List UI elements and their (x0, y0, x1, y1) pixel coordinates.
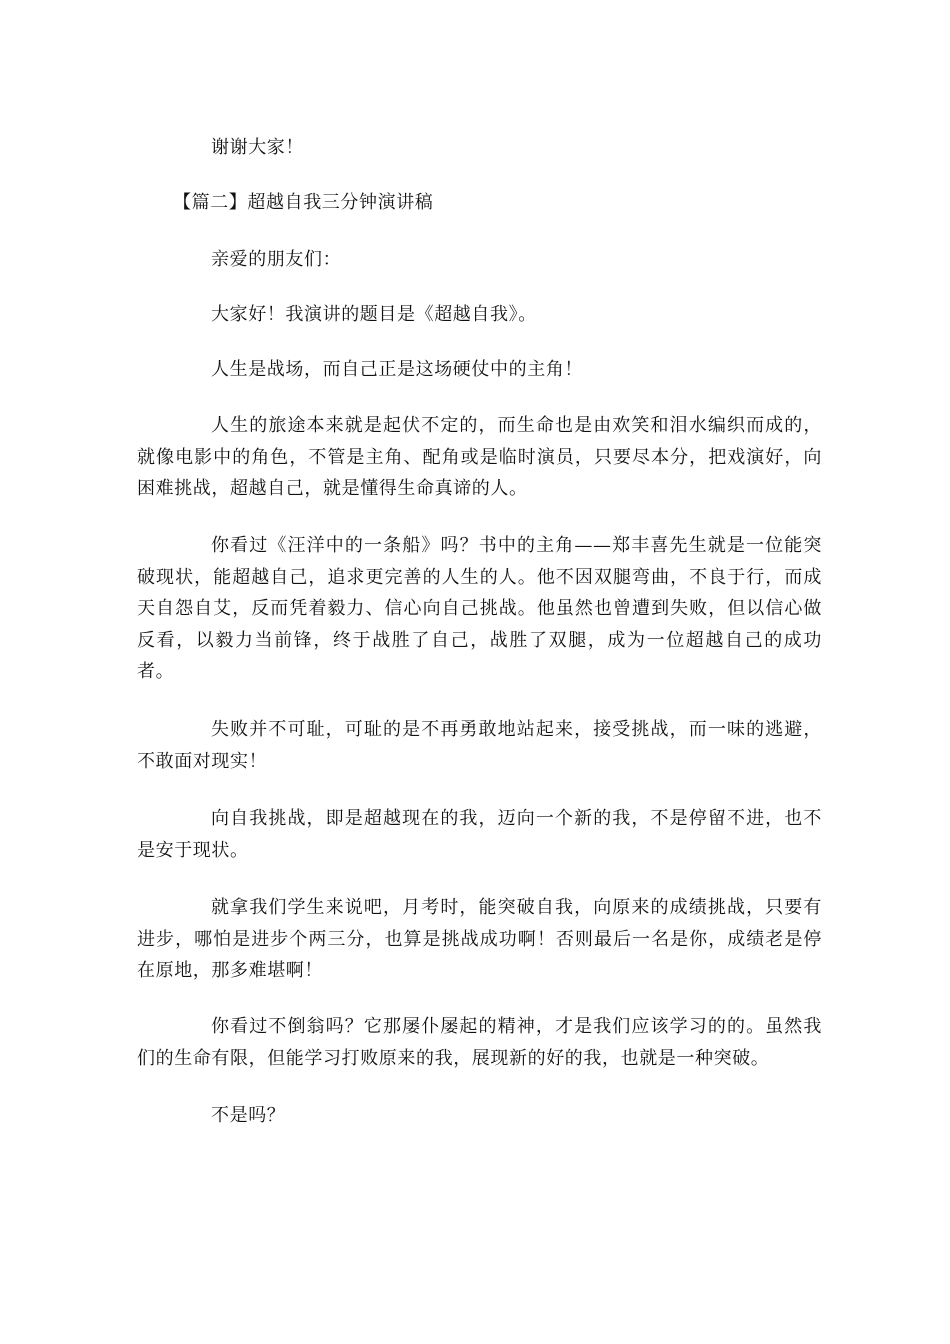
closing-line: 谢谢大家！ (211, 137, 304, 158)
paragraph: 你看过《汪洋中的一条船》吗？书中的主角——郑丰喜先生就是一位能突破现状，能超越自己，追求更完善的人生的人。他不因双腿弯曲，不良于行，而成天自怨自艾，反而凭着毅力、信心向自己挑战。他虽然也曾遭到失败，但以信心做反看，以毅力当前锋，终于战胜了自己，战胜了双腿，成为一位超越自己的成功者。 (137, 535, 822, 682)
section-heading: 【篇二】超越自我三分钟演讲稿 (173, 192, 434, 213)
paragraph-closing-question: 不是吗？ (211, 1105, 286, 1126)
paragraph: 你看过不倒翁吗？它那屡仆屡起的精神，才是我们应该学习的的。虽然我们的生命有限，但能学习打败原来的我，展现新的好的我，也就是一种突破。 (137, 1016, 822, 1069)
paragraph: 就拿我们学生来说吧，月考时，能突破自我，向原来的成绩挑战，只要有进步，哪怕是进步个两三分，也算是挑战成功啊！否则最后一名是你，成绩老是停在原地，那多难堪啊！ (137, 897, 822, 981)
paragraph: 失败并不可耻，可耻的是不再勇敢地站起来，接受挑战，而一味的逃避，不敢面对现实！ (137, 719, 822, 772)
paragraph-intro: 大家好！我演讲的题目是《超越自我》。 (211, 304, 537, 325)
paragraph: 向自我挑战，即是超越现在的我，迈向一个新的我，不是停留不进，也不是安于现状。 (137, 808, 822, 861)
paragraph-greeting: 亲爱的朋友们： (211, 249, 342, 270)
paragraph: 人生是战场，而自己正是这场硬仗中的主角！ (211, 359, 583, 380)
paragraph: 人生的旅途本来就是起伏不定的，而生命也是由欢笑和泪水编织而成的，就像电影中的角色，不管是主角、配角或是临时演员，只要尽本分，把戏演好，向困难挑战，超越自己，就是懂得生命真谛的人。 (137, 415, 822, 499)
